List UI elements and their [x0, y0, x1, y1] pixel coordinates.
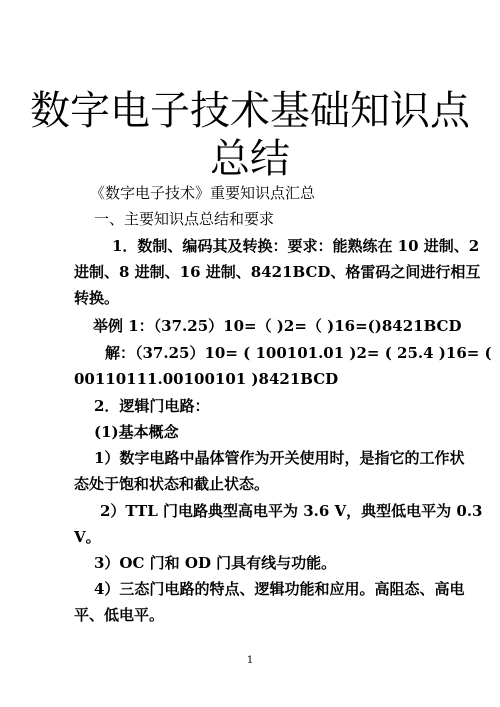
- item-2-subheading: (1)基本概念: [94, 423, 179, 441]
- example-1: 举例 1：（37.25）10=（ )2=（ )16=()8421BCD: [93, 317, 462, 335]
- item-1-line-3: 转换。: [74, 289, 120, 307]
- item-2-heading: 2．逻辑门电路：: [94, 397, 210, 415]
- point-4-line-1: 4）三态门电路的特点、逻辑功能和应用。高阻态、高电: [94, 580, 465, 598]
- point-2-line-1: 2）TTL 门电路典型高电平为 3.6 V，典型低电平为 0.3: [100, 502, 483, 520]
- page-number: 1: [246, 655, 254, 666]
- solution-line-2: 00110111.00100101 )8421BCD: [74, 370, 339, 388]
- point-2-line-2: V。: [74, 528, 101, 546]
- item-1-line-1: 1．数制、编码其及转换：要求：能熟练在 10 进制、2: [112, 237, 480, 255]
- point-3: 3）OC 门和 OD 门具有线与功能。: [94, 554, 337, 572]
- item-1-line-2: 进制、8 进制、16 进制、8421BCD、格雷码之间进行相互: [74, 263, 481, 281]
- point-4-line-2: 平、低电平。: [74, 606, 165, 624]
- document-title-line-2: 总结: [210, 136, 290, 182]
- document-title-line-1: 数字电子技术基础知识点: [30, 88, 470, 134]
- solution-line-1: 解：（37.25）10= ( 100101.01 )2= ( 25.4 )16= (: [105, 344, 492, 362]
- subtitle: 《数字电子技术》重要知识点汇总: [90, 184, 316, 202]
- point-1-line-1: 1）数字电路中晶体管作为开关使用时，是指它的工作状: [94, 449, 465, 467]
- section-heading-1: 一、主要知识点总结和要求: [94, 210, 275, 228]
- point-1-line-2: 态处于饱和状态和截止状态。: [74, 475, 270, 493]
